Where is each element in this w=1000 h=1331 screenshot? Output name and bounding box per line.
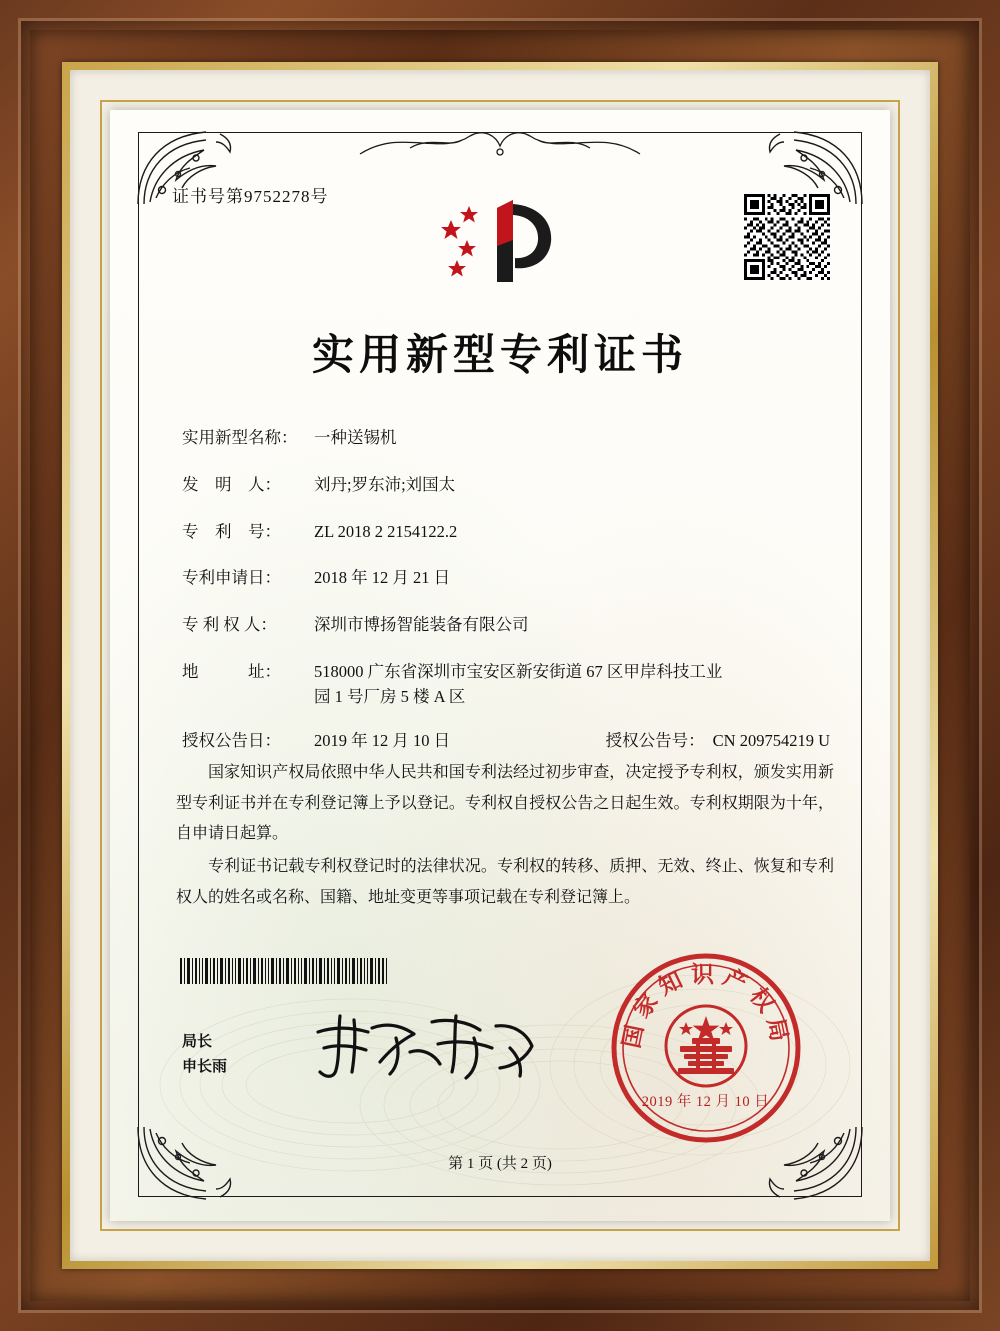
patent-emblem-icon [435, 196, 565, 286]
address-line-2: 园 1 号厂房 5 楼 A 区 [314, 686, 466, 706]
field-label: 地 址： [182, 661, 281, 681]
field-row-patent-number [182, 520, 830, 545]
announcement-number-value: CN 209754219 U [712, 731, 830, 751]
signature-role: 局长 [182, 1034, 213, 1050]
page-indicator: 第 1 页 (共 2 页) [448, 1156, 552, 1172]
field-label: 授权公告号： [605, 731, 705, 751]
field-value: 深圳市博扬智能装备有限公司 [314, 615, 529, 634]
field-label: 专 利 权 人： [182, 615, 277, 634]
announcement-number-group [606, 729, 830, 754]
seal-date: 2019 年 12 月 10 日 [641, 1094, 770, 1110]
field-row-address [182, 660, 830, 710]
top-center-ornament-icon [350, 122, 650, 164]
field-label: 授权公告日： [182, 731, 281, 751]
field-value: 刘丹;罗东沛;刘国太 [314, 474, 456, 494]
paragraph-1: 国家知识产权局依照中华人民共和国专利法经过初步审查，决定授予专利权，颁发实用新型专利证书并在专利登记簿上予以登记。专利权自授权公告之日起生效。专利权期限为十年，自申请日起算。 [176, 764, 834, 843]
signature-block [182, 1030, 227, 1080]
field-row-application-date [182, 566, 830, 591]
field-value: ZL 2018 2 2154122.2 [314, 521, 458, 541]
official-red-seal [606, 948, 806, 1148]
signature-name: 申长雨 [182, 1058, 228, 1075]
legal-text-block [176, 758, 834, 916]
field-row-inventor [182, 473, 830, 498]
barcode [180, 958, 390, 984]
field-label: 专利申请日： [182, 568, 281, 588]
field-list [182, 426, 830, 776]
announcement-date-value: 2019 年 12 月 10 日 [314, 731, 451, 751]
field-value: 一种送锡机 [314, 428, 397, 447]
seal-arc-text: 国家知识产权局 [617, 961, 795, 1051]
field-value [314, 660, 830, 710]
address-line-1: 518000 广东省深圳市宝安区新安街道 67 区甲岸科技工业 [314, 661, 723, 681]
field-label: 专 利 号： [182, 521, 281, 541]
certificate-document [110, 110, 890, 1221]
page-title: 实用新型专利证书 [311, 330, 688, 379]
field-label: 发 明 人： [182, 474, 281, 494]
field-label: 实用新型名称： [182, 428, 298, 447]
paragraph-2: 专利证书记载专利权登记时的法律状况。专利权的转移、质押、无效、终止、恢复和专利权人的姓名或名称、国籍、地址变更等事项记载在专利登记簿上。 [176, 858, 834, 906]
field-row-patentee [182, 613, 830, 638]
field-row-announcement [182, 729, 830, 754]
handwritten-signature [310, 1008, 540, 1086]
qr-code-icon [744, 194, 830, 280]
field-row-utility-model-name [182, 426, 830, 451]
certificate-number: 证书号第9752278号 [172, 187, 329, 206]
field-value: 2018 年 12 月 21 日 [314, 568, 451, 588]
